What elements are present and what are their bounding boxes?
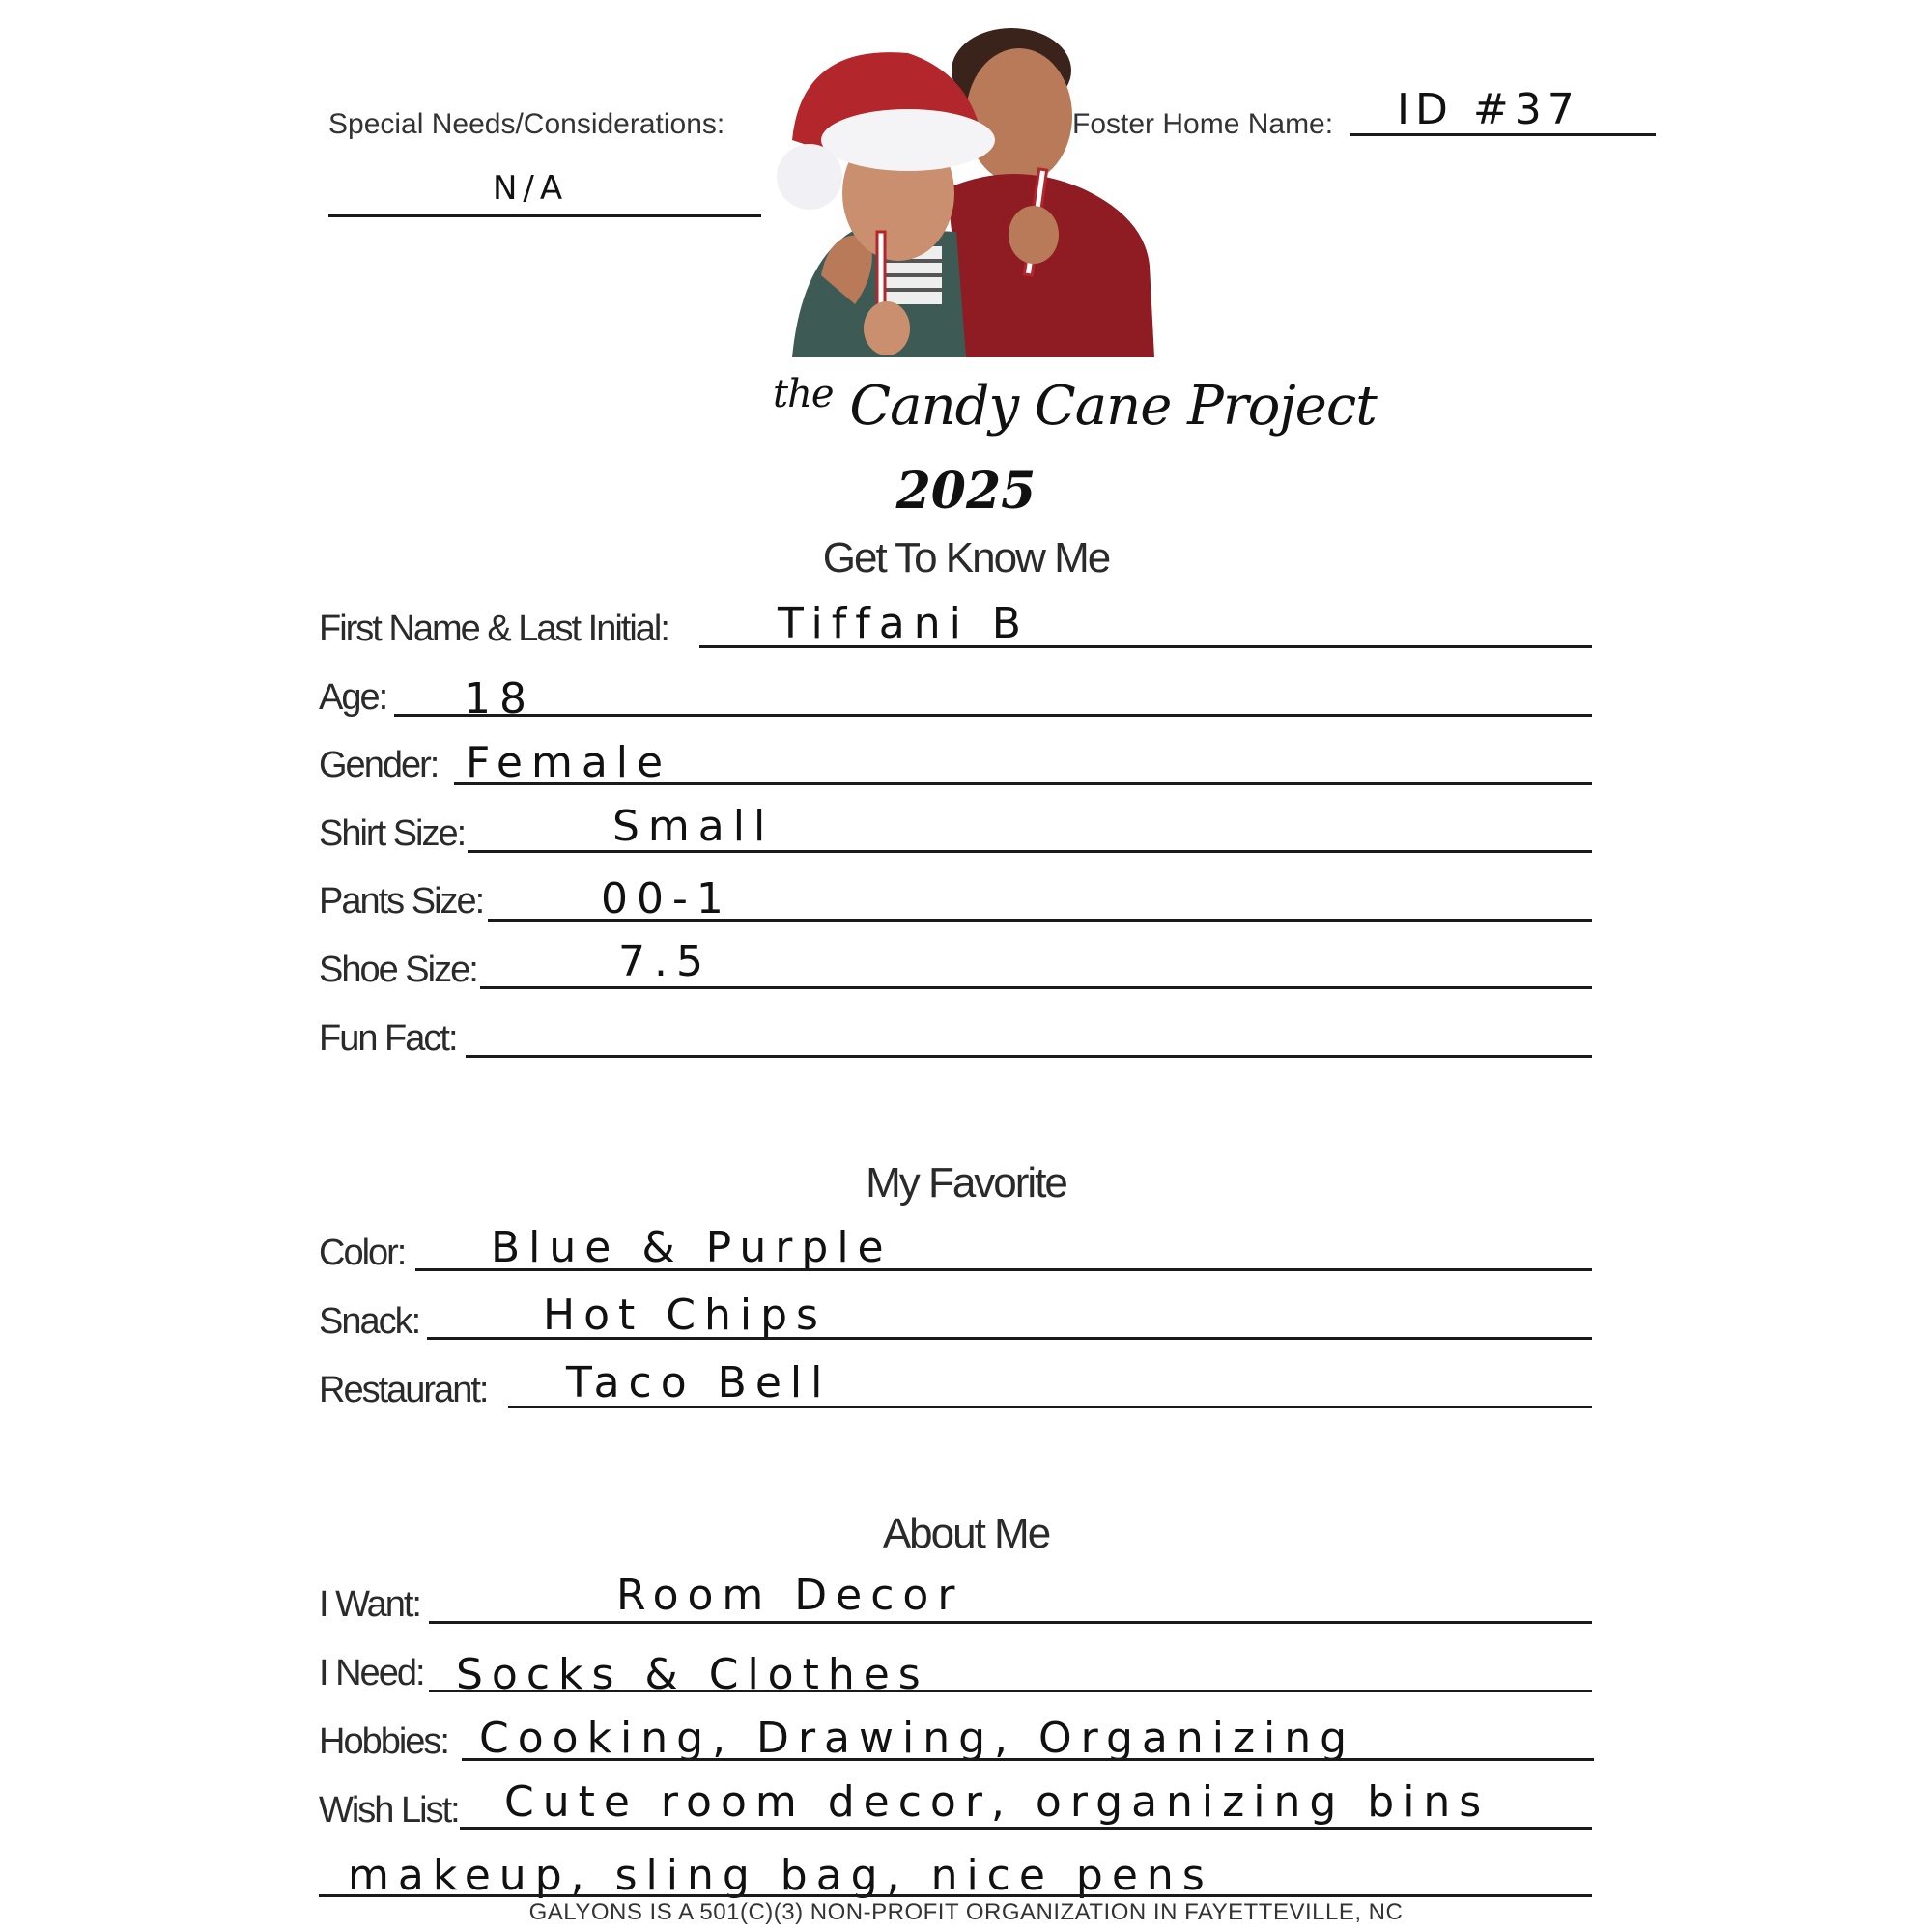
restaurant-line [508, 1406, 1592, 1408]
snack-value[interactable]: Hot Chips [543, 1291, 827, 1340]
man-face [966, 48, 1072, 184]
restaurant-value[interactable]: Taco Bell [566, 1358, 832, 1407]
special-needs-label: Special Needs/Considerations: [328, 108, 725, 140]
fun-fact-label: Fun Fact: [319, 1018, 457, 1059]
gender-label: Gender: [319, 745, 439, 785]
fun-fact-line [466, 1055, 1592, 1058]
wish-list-value[interactable]: Cute room decor, organizing bins [504, 1777, 1491, 1827]
shirt-size-value[interactable]: Small [612, 802, 775, 851]
shoe-size-label: Shoe Size: [319, 950, 477, 990]
color-line [415, 1268, 1592, 1271]
logo-year: 2025 [895, 462, 1037, 521]
santa-hat-pompom [777, 144, 842, 210]
snack-line [427, 1337, 1592, 1340]
first-name-label: First Name & Last Initial: [319, 609, 668, 649]
logo-prefix: the [773, 372, 834, 416]
special-needs-line [328, 214, 761, 217]
restaurant-label: Restaurant: [319, 1370, 488, 1410]
santa-hat-brim [821, 109, 995, 171]
shirt-size-line [468, 850, 1592, 853]
logo-title [773, 372, 1377, 438]
pants-size-line [488, 919, 1592, 922]
age-value[interactable]: 18 [464, 674, 535, 724]
wish-list-continued-line [319, 1894, 1592, 1897]
i-want-value[interactable]: Room Decor [616, 1571, 964, 1620]
candy-cane-couple-illustration [763, 14, 1188, 362]
first-name-line [699, 645, 1592, 648]
hobbies-value[interactable]: Cooking, Drawing, Organizing [479, 1714, 1356, 1763]
i-need-value[interactable]: Socks & Clothes [456, 1650, 929, 1699]
hobbies-line [462, 1758, 1594, 1761]
about-me-heading: About Me [882, 1510, 1050, 1557]
my-favorite-heading: My Favorite [866, 1159, 1066, 1207]
first-name-value[interactable]: Tiffani B [778, 599, 1030, 648]
snack-label: Snack: [319, 1301, 420, 1342]
foster-home-value[interactable]: ID #37 [1397, 85, 1580, 134]
wish-list-line [460, 1827, 1592, 1830]
wish-list-label: Wish List: [319, 1790, 459, 1831]
girl-hand [864, 301, 910, 355]
i-need-label: I Need: [319, 1653, 424, 1693]
color-value[interactable]: Blue & Purple [491, 1223, 893, 1272]
wish-list-continued-value[interactable]: makeup, sling bag, nice pens [348, 1851, 1213, 1900]
footer-text: GALYONS IS A 501(C)(3) NON-PROFIT ORGANIZATION IN FAYETTEVILLE, NC [528, 1899, 1404, 1925]
logo-main-text: Candy Cane Project [849, 375, 1377, 438]
i-need-line [429, 1690, 1592, 1692]
i-want-label: I Want: [319, 1584, 420, 1625]
gender-line [454, 782, 1592, 785]
age-line [394, 714, 1592, 717]
shirt-size-label: Shirt Size: [319, 813, 466, 854]
i-want-line [429, 1621, 1592, 1624]
gender-value[interactable]: Female [466, 738, 672, 787]
man-hand [1009, 206, 1059, 264]
man-sweater [947, 174, 1154, 357]
pants-size-value[interactable]: 00-1 [601, 874, 732, 923]
get-to-know-heading: Get To Know Me [822, 534, 1110, 582]
hobbies-label: Hobbies: [319, 1721, 448, 1762]
foster-home-line [1350, 133, 1656, 136]
foster-home-label: Foster Home Name: [1072, 108, 1334, 140]
shoe-size-value[interactable]: 7.5 [618, 937, 712, 986]
pants-size-label: Pants Size: [319, 881, 484, 922]
shoe-size-line [480, 986, 1592, 989]
age-label: Age: [319, 677, 387, 718]
color-label: Color: [319, 1233, 406, 1273]
special-needs-value[interactable]: N/A [493, 169, 569, 208]
